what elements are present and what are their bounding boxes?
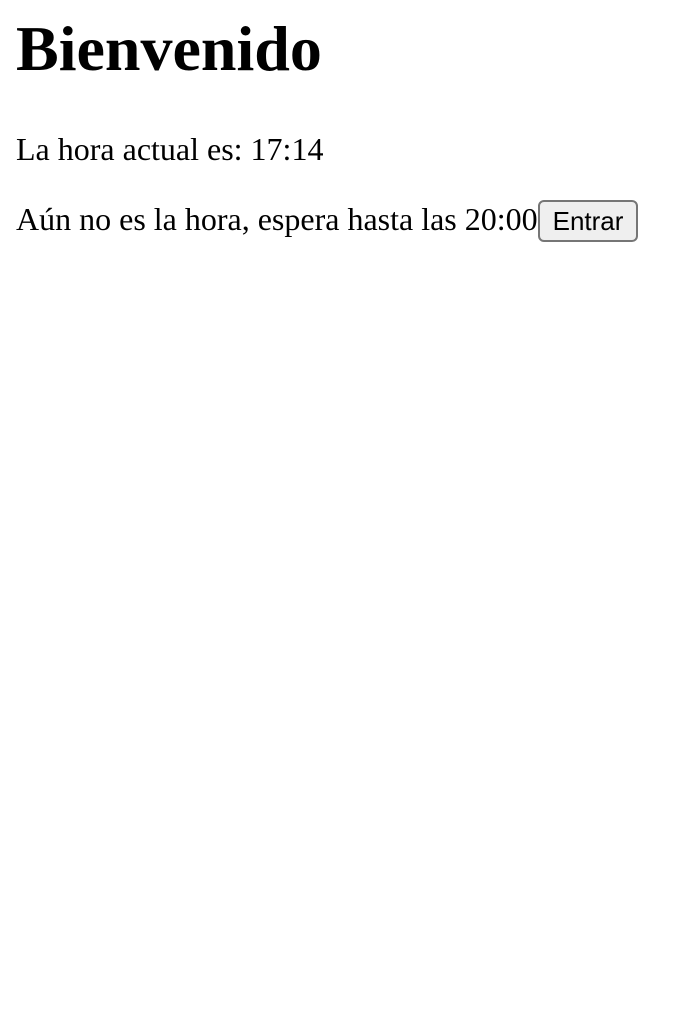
enter-button[interactable]: Entrar [538, 200, 639, 242]
wait-message: Aún no es la hora, espera hasta las 20:00 [16, 201, 538, 237]
page [0, 14, 692, 242]
page-title: Bienvenido [16, 13, 322, 84]
current-time-text: La hora actual es: 17:14 [16, 131, 324, 167]
wait-row [16, 198, 676, 242]
